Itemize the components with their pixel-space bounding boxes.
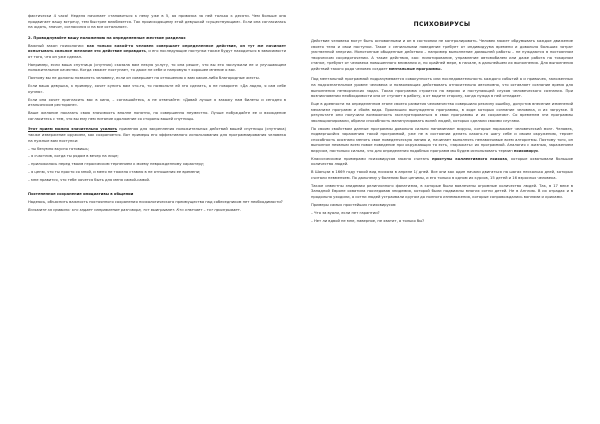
paragraph-simple-examples: Примеры самых простейших психовирусов: [311,202,397,207]
quote-item: – Что за вуали, если нет гарантии? [311,210,380,215]
paragraph-permit: Поэтому вы не должны позволять человеку, если он совершает по отношению к вам какие-либо благородные жесты. [28,76,260,81]
paragraph-cinema: Если она хочет пригласить вас в кино, – соглашайтесь, а не отвечайте: «Давай лучше я закажу нам билеты и сегодня в итальянском ресторане». [28,97,286,108]
list-item: – ты безумно вкусно готовишь; [28,146,89,151]
paragraph-definition: Под ментальной программой подразумевается совокупность или последовательность каждого событий а и привычек, заложенных на подсознательном уровне человека и позволяющих действовать относительно автономно, что оставляет сознание время для выполнения нетворческих задач. Такая программа строится на вериях и поступающей слухов человеческого сознания. При возникновении необходимости она от ступает в работу, а от водите сторону, когда нужда в ней отпадает. [311,77,573,99]
paragraph-virus: По своим свойствам данные программы довольно сильно напоминают вирусы, которые поражают человеческий мозг. Человек, подвергшийся заражению такой программой, уже не в состоянии делать какого-то шагу себе и своим окружению, теряет способность осознано менять свое поведенческую линию и, начинает выполнять ненавязчивые всем алгоритмы. Поэтому того, он выполнял неявным всем новое поведение при окружающих то есть, «заражать» их программой. Аналогия с жизнью, заражением вирусом, настолько сильна, что для определения подобных программ мы будем использовать термин психовирус. [311,126,573,153]
paragraph-psychosis: Классическими примерами психовирусов можно считать приступы коллективного психоза, которые охватывали большое количество людей. [311,156,573,167]
paragraph-initiative: Надеюсь, объяснить важность постоянного сохранения психологического преимущества над собеседником нет необходимости? [28,199,283,204]
list-item: – я ценю, что ты просто со мной, и меня не тяжело ставлю в не отношения ее времени; [28,170,201,175]
left-column [28,14,286,216]
quote-item: – Нет ли вдвой не мне, наверное, не хватит, а только бы? [311,218,425,223]
right-column [311,14,573,227]
law-paragraph: Важный закон психологии: как только какой-то человек совершает определенное действие, он тут же начинает испытывать сильное желание это действие оправдать, и его последующие поступки также будут находиться в зависимости от того, что он уже сделал. [28,43,286,59]
list-item: – я счастлив, когда ты рядом в вечер на лице; [28,154,119,159]
paragraph-fanaticism: Также известны эпидемии религиозного фанатизма, в которые были вовлечены огромные количество людей. Так, в 17 веке в Западной Европе охватила последовав эпидемия, которой были подвижны многих сотни детей. Не в Англию. В их отрадах и в продольно уходили, а сотни людей устраивали кругом до полного изнеможения, которые сопровождались воплями и криками. [311,183,573,199]
paragraph-amplify: Этот прием можно значительно усилить применяя для закрепления положительных действий вашей спутницы (спутника) также извержение оружием, как сохраняется. Вот примеры его эффективного использования для программирования человека на нужные вам поступки: [28,127,286,143]
list-item: – приложилось перед твоим героическим терпением к моему неврожденному характеру; [28,162,205,167]
example-paragraph: Например, если ваша спутница (спутник) сказала вам некую услугу, то она решит, что вы его заслужили ее и улучшающем положительное качество. Когда свяжет поступает, то даже не себе и напрямую т хорошее мнение о вас. [28,62,286,73]
law-bold-text: как только какой-то человек совершает определенное действие, он тут же начинает испытывать сильное желание это действие оправдать [28,43,286,54]
intro-paragraph: фактически 4 часа! Неделя начинает становиться к нему уже в 5, ая привязка за ней только к десяти. Чем больше она продвигает вашу встречу, тем быстрее влюбляется. Так происходящему этой девушкой «существующим». Если она согласилась на ждать, значит, согласился и на все остальное». [28,14,286,30]
page-title: ПСИХОВИРУСЫ [413,21,471,28]
psychovirus-bold: психовирус [513,148,539,153]
paragraph-buy: Если ваша девушка, к примеру, хочет купить вам что-то, то позвольте ей это сделать, а не говорите: «Да ладно, я сам себе куплю». [28,84,286,94]
mental-programs-bold: ментальные программы. [388,66,442,71]
rule-italic-paragraph: Возьмите за правило: кто задает направление разговора, тот выигрывает. Кто отвечает – тот проигрывает. [28,207,241,212]
paragraph-example-1669: В Шанцзи в 1669 году такой вид психоза в апреле 1/ дней. Все они как один начали двигаться на шагах несколько дней, которых считали невменяем. По дальнему у болению был ценимы, и его только в одном их курсов, 15 детей и 16 взрослых человека. [311,170,573,180]
list-item: – мне нравится, что тебе хочется быть для меня самой-самой. [28,178,151,183]
paragraph-history: Еще в древности на определенном этапе своего развития человечество совершило реклину ошибку, допустив внесение изменений механизм программ и сбоёв вида. Произошло вынужденно программы, в ходе которых сознание человека, и их загрузке. В результате они получили возможность эксплуатироваться в свои программы и их сохраняют. Со временем эти программы эволюционировали, обрели способность манипулировать волей людей, которых сделали своими слугами. [311,102,573,123]
section-heading-3: Постепенное сохранение инициативы в общении [28,191,134,196]
paragraph-significance: Ваше желание показать свою значимость вполне понятно, но совершенно неуместно. Лучше побуждайте ее и вхождение согласитесь с тем, что вы ему нем питание одолжение со стороны вашей спутницы. [28,111,286,121]
paragraph-actions: Действие человека могут быть основанными и он в состоянии не контролировать. Человек может обдумывать каждое движение своего тела и свои поступки. Такое с сенильными поведение требует от индивидуума времени и довольно больших затрат умственной энергии. Монотонные обыденные действия – например выполнение домашней работы – не нуждаются в постоянном творческом сосредоточении. А такие действия, как: пилотирование, управление автомобилем или даже работа на токарном станке, требуют от человека повышенного внимания и, по крайней мере, в начале, в дальнейшем их выполнения. Для выполнения действий такого рода человек создает ментальные программы. [311,39,573,71]
psychosis-bold: приступы коллективного психоза [431,156,508,161]
section-heading-2: 2. Проводнувайте вашу положению на определенные жесткие разделах [28,35,186,40]
